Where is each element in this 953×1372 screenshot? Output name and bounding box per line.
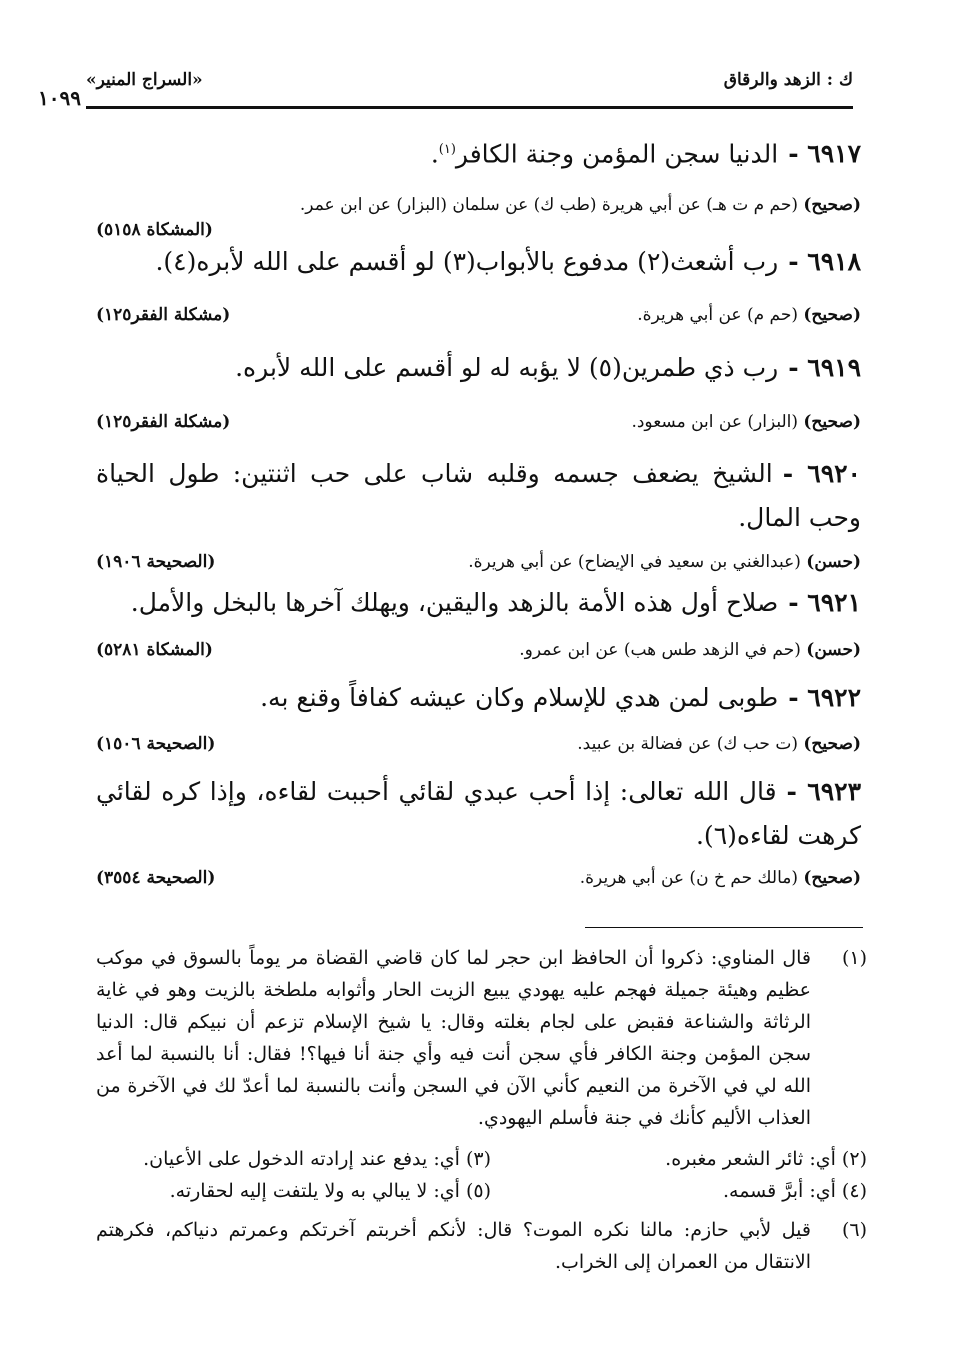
footnote-text: قال المناوي: ذكروا أن الحافظ ابن حجر لما كان قاضي القضاة مر يوماً بالسوق في موكب عظيم وهيئة جميلة فهجم عليه يهودي يبيع الزيت الحار وأثوابه ملطخة بالزيت وهو في غاية الرثاثة والشناعة فقبض على لجام بغلته وقال: يا شيخ الإسلام تزعم أن نبيكم قال: الدنيا سجن المؤمن وجنة الكافر فأي سجن أنت فيه وأي جنة أنا فيها؟! فقال: أنا بالنسبة لما أعد الله لي في الآخرة من النعيم كأني الآن في السجن وأنت بالنسبة لما أعدّ لك في الآخرة من العذاب الأليم كأنك في جنة فأسلم اليهودي. (96, 947, 811, 1129)
reference: (الصحيحة ١٩٠٦) (96, 552, 216, 572)
hadith-entry (96, 581, 861, 625)
chapter-title: ك : الزهد والرقاق (723, 70, 853, 90)
hadith-entry (96, 452, 861, 540)
entry-text: الشيخ يضعف جسمه وقلبه شاب على حب اثنتين: طول الحياة وحب المال. (96, 459, 861, 532)
footnote-6 (96, 1214, 867, 1278)
grade: (صحيح) (803, 734, 861, 754)
source-text: (حم م ت هـ) عن أبي هريرة (طب ك) عن سلمان (البزار) عن ابن عمر. (299, 195, 804, 215)
footnote-2: (٢) أي: ثائر الشعر مغبره. (665, 1148, 867, 1170)
grade: (صحيح) (803, 195, 861, 215)
entry-number: ٦٩٢٣ - (786, 777, 861, 806)
footnote-3: (٣) أي: يدفع عند إرادته الدخول على الأعيان. (143, 1148, 491, 1170)
source-line (96, 640, 861, 666)
hadith-entry (96, 346, 861, 390)
source-text: (مالك حم خ ن) عن أبي هريرة. (579, 868, 804, 888)
header-rule (86, 106, 853, 109)
hadith-entry (96, 240, 861, 284)
grade: (صحيح) (803, 305, 861, 325)
entry-text: رب ذي طمرين(٥) لا يؤبه له لو أقسم على الله لأبره. (235, 353, 779, 382)
running-header (86, 62, 853, 102)
entry-text: صلاح أول هذه الأمة بالزهد واليقين، ويهلك آخرها بالبخل والأمل. (130, 588, 779, 617)
reference: (المشكاة ٥١٥٨) (96, 220, 213, 240)
reference: (المشكاة ٥٢٨١) (96, 640, 213, 660)
reference: (الصحيحة ١٥٠٦) (96, 734, 216, 754)
grade: (حسن) (806, 640, 861, 660)
hadith-entry (96, 676, 861, 720)
entry-number: ٦٩٢٢ - (788, 683, 861, 712)
source-text: (عبدالغني بن سعيد في الإيضاح) عن أبي هريرة. (468, 552, 807, 572)
source-text: (البزار) عن ابن مسعود. (631, 412, 804, 432)
reference: (الصحيحة ٣٥٥٤) (96, 868, 216, 888)
source-line (96, 195, 861, 221)
source-line (96, 552, 861, 578)
reference: (مشكلة الفقر١٢٥) (96, 305, 231, 325)
footnote-number: (١) (841, 947, 867, 969)
entry-text: طوبى لمن هدي للإسلام وكان عيشه كفافاً وقنع به. (260, 683, 779, 712)
footnote-marker: (١) (438, 142, 456, 157)
entry-number: ٦٩٢٠ - (782, 459, 861, 488)
entry-text: قال الله تعالى: إذا أحب عبدي لقائي أحببت لقاءه، وإذا كره لقائي كرهت لقاءه(٦). (96, 777, 861, 850)
reference: (مشكلة الفقر١٢٥) (96, 412, 231, 432)
footnote-1 (96, 942, 867, 1134)
entry-number: ٦٩١٨ - (788, 247, 861, 276)
source-text: (حم في الزهد طس هب) عن ابن عمرو. (519, 640, 807, 660)
hadith-entry (96, 128, 861, 176)
source-line (96, 305, 861, 331)
footnote-row (96, 1148, 867, 1180)
source-line (96, 734, 861, 760)
footnote-4: (٤) أي: أبرَّ قسمه. (722, 1180, 867, 1202)
source-text: (حم م) عن أبي هريرة. (637, 305, 804, 325)
source-line (96, 412, 861, 438)
entry-number: ٦٩١٧ - (788, 139, 861, 169)
grade: (صحيح) (803, 868, 861, 888)
footnote-rule (585, 927, 863, 928)
grade: (صحيح) (803, 412, 861, 432)
entry-end: . (430, 139, 439, 169)
entry-number: ٦٩٢١ - (788, 588, 861, 617)
footnote-5: (٥) أي: لا يبالي به ولا يلتفت إليه لحقارته. (169, 1180, 491, 1202)
page-number: ١٠٩٩ (38, 86, 81, 110)
footnote-row (96, 1180, 867, 1212)
hadith-entry (96, 770, 861, 858)
book-title: «السراج المنير» (86, 70, 203, 90)
source-text: (ت حب ك) عن فضالة بن عبيد. (577, 734, 804, 754)
entry-text: رب أشعث(٢) مدفوع بالأبواب(٣) لو أقسم على الله لأبره(٤). (155, 247, 779, 276)
footnote-text: قيل لأبي حازم: مالنا نكره الموت؟ قال: لأنكم أخربتم آخرتكم وعمرتم دنياكم، فكرهتم الانتقال من العمران إلى الخراب. (96, 1219, 811, 1273)
entry-number: ٦٩١٩ - (788, 353, 861, 382)
entry-text: الدنيا سجن المؤمن وجنة الكافر (455, 139, 779, 169)
grade: (حسن) (806, 552, 861, 572)
source-line (96, 868, 861, 894)
footnote-number: (٦) (841, 1219, 867, 1241)
